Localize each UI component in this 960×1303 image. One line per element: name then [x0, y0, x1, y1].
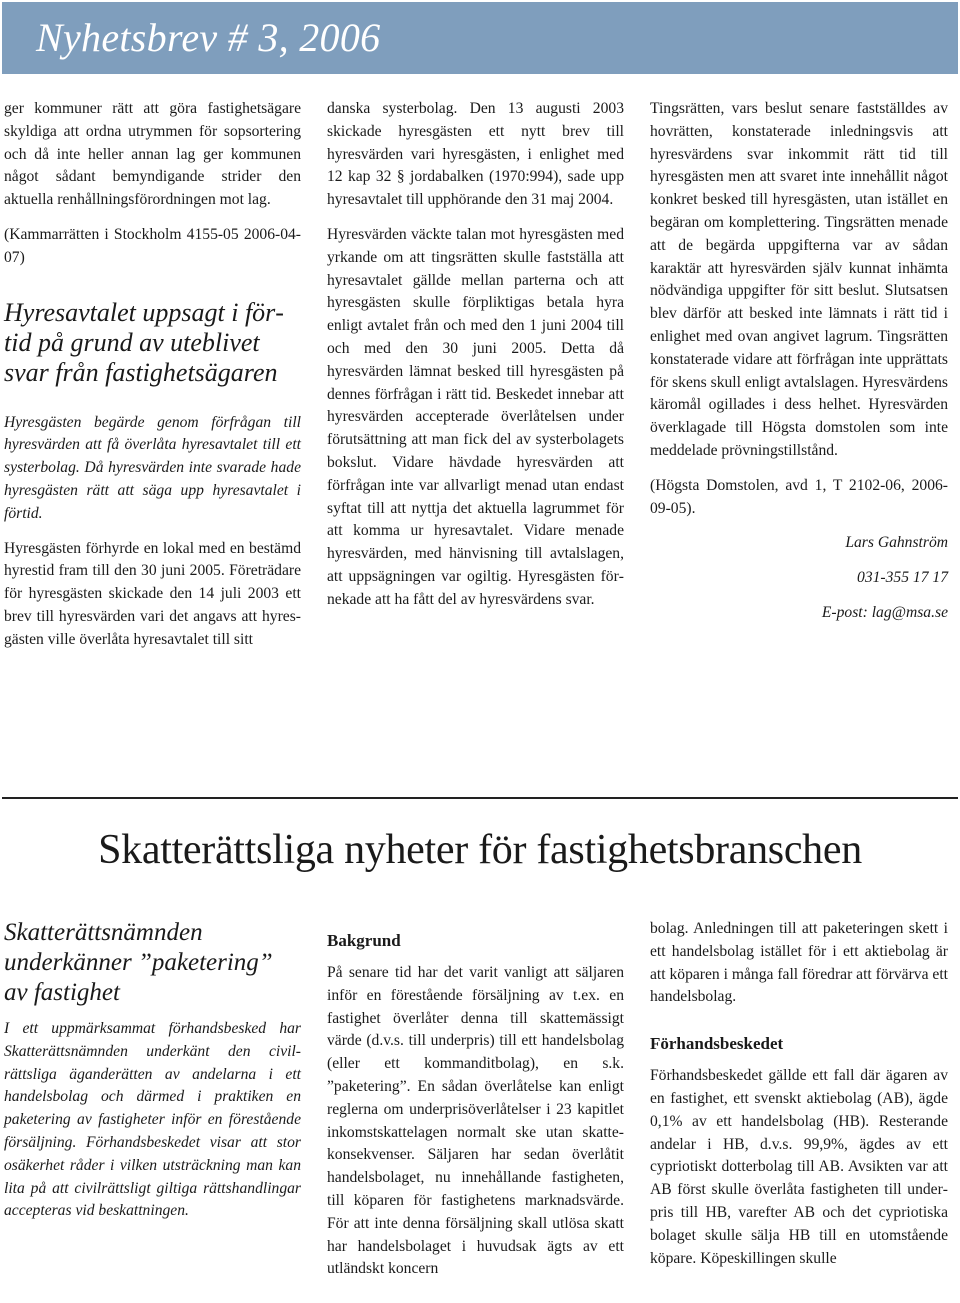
article-column-2 [327, 98, 624, 612]
paragraph: bolag. Anledningen till att paketeringen skett i ett handelsbolag istället för i ett aktiebolag är att köparen i många fall föredrar att förvärva ett handelsbolag. [650, 920, 948, 1006]
paragraph: danska systerbolag. Den 13 augusti 2003 skickade hyresgästen ett nytt brev till hyresvärden vari hyresgästen, i enlighet med 12 kap 32 § jordabalken (1970:994), sade upp hyresavtalet till upphörande den 31 maj 2004. [327, 100, 624, 209]
paragraph: Hyresgästen förhyrde en lokal med en bestämd hyrestid fram till den 30 juni 2005. Företrädare för hyresgästen skickade den 14 juli 2003 ett brev till hyresvärden vari det angavs att hyresgästen ville överlåta hyresavtalet till sitt [4, 539, 301, 648]
court-reference: (Kammarrätten i Stockholm 4155-05 2006-04-07) [4, 225, 301, 266]
subheading: Bakgrund [327, 931, 401, 950]
article-column-4 [4, 918, 301, 1223]
article-column-3 [650, 98, 948, 637]
article-lead: Hyresgästen begärde genom förfrågan till hyresvärden att få överlåta hyresavtalet till ett systerbolag. Då hyresvärden inte svarade hade hyresgästen rätt att säga upp hyresavtalet i förtid. [4, 413, 301, 522]
section-title [0, 822, 960, 878]
paragraph: Tingsrätten, vars beslut senare fastställdes av hovrätten, konstaterade inledningsvis att hyresvärdens svar inkommit rätt tid till hyresgästen men att svaret inte innehållit något konkret besked till hyresgästen, utan istället en begäran om komplettering. Tingsrätten menade att de begärda uppgifterna var av sådan karaktär att hyresvärden själv kunnat inhämta nödvändiga uppgifter för sitt beslut. Slutsatsen blev därför att besked inte lämnats i rätt tid i enlighet med ovan angivet lagrum. Tingsrätten konstaterade vidare att förfrågan inte upprättats för skens skull enligt avtalslagen. Hyresvärdens käromål ogillades i dess helhet. Hyresvärden överklagade till Högsta domstolen som inte meddelade prövningstillstånd. [650, 100, 948, 459]
paragraph: Hyresvärden väckte talan mot hyresgästen med yrkande om att tingsrätten skulle fastställa att hyresavtalet gällde mellan parterna och att hyresgästen skulle förpliktigas betala hyra enligt avtalet från och med den 1 juni 2004 till och med den 30 juni 2005. Detta då hyresvärden lämnat besked till hyresgästen på dennes förfrågan i rätt tid. Beskedet innebar att hyresvärden accepterade överlåtelsen under förutsättning att man fick del av systerbolagets bokslut. Vidare hävdade hyresvärden att förfrågan inte var allvarligt menad utan endast syftat till att nyttja det aktuella lagrummet för att komma ur hyresavtalet. Vidare menade hyresvärden, med hänvisning till avtalslagen, att uppsägningen var ogiltig. Hyresgästen förnekade att ha fått del av hyresvärdens svar. [327, 225, 624, 608]
newsletter-title: Nyhetsbrev # 3, 2006 [36, 15, 381, 60]
article-heading: Skatterättsnämnden underkänner ”paketering” av fastighet [4, 919, 273, 1006]
article-column-5 [327, 918, 624, 1281]
article-heading: Hyresavtalet uppsagt i förtid på grund av uteblivet svar från fastighetsägaren [4, 297, 284, 387]
article-column-1 [4, 98, 301, 652]
paragraph: Förhandsbeskedet gällde ett fall där ägaren av en fastighet, ett svenskt aktiebolag (AB), ägde 0,1% av ett handelsbolag (HB). Resterande andelar i HB, d.v.s. 99,9%, ägdes av ett cypriotiskt dotterbolag till AB. Avsikten var att AB först skulle överlåta fastigheten till underpris till HB, varefter AB och det cypriotiska bolaget skulle sälja HB till en utomstående köpare. Köpeskillingen skulle [650, 1067, 948, 1267]
court-reference: (Högsta Domstolen, avd 1, T 2102-06, 2006-09-05). [650, 476, 948, 517]
subheading: Förhandsbeskedet [650, 1034, 784, 1054]
paragraph: ger kommuner rätt att göra fastighetsägare skyldiga att ordna utrymmen för sopsortering och då inte heller annan lag ger kommunen något sådant bemyndigande strider den aktuella renhållningsförordningen mot lag. [4, 100, 301, 209]
author-name: Lars Gahnström [845, 534, 948, 552]
author-phone: 031-355 17 17 [857, 569, 948, 587]
article-column-6 [650, 918, 948, 1270]
section-title-text: Skatterättsliga nyheter för fastighetsbranschen [98, 827, 862, 873]
article-lead: I ett uppmärksammat förhandsbesked har Skatterättsnämnden underkänt den civilrättsliga äganderätten av andelarna i ett handelsbolag och därmed i praktiken en paketering av fastigheter inför en förestående försäljning. Förhandsbeskedet visar att stor osäkerhet råder i vilken utsträckning man kan lita på att civilrättsligt giltiga rättshandlingar accepteras vid beskattningen. [4, 1020, 301, 1220]
author-email: E-post: lag@msa.se [821, 603, 948, 621]
section-divider [2, 797, 958, 799]
paragraph: På senare tid har det varit vanligt att säljaren inför en förestående försäljning av t.ex. en fastighet överlåter denna till skattemässigt värde (d.v.s. till underpris) till ett handelsbolag (eller ett kommanditbolag), en s.k. ”paketering”. En sådan överlåtelse kan enligt reglerna om underprisöverlåtelser i 23 kapitlet inkomstskattelagen normalt ske utan skattekonsekvenser. Säljaren har sedan överlåtit handelsbolaget, nu innehållande fastigheten, till köparen för fastighetens marknadsvärde. För att inte denna försäljning skall utlösa skatt har handelsbolaget i huvudsak ägts av ett utländskt koncern [327, 964, 624, 1278]
newsletter-banner [2, 2, 958, 74]
